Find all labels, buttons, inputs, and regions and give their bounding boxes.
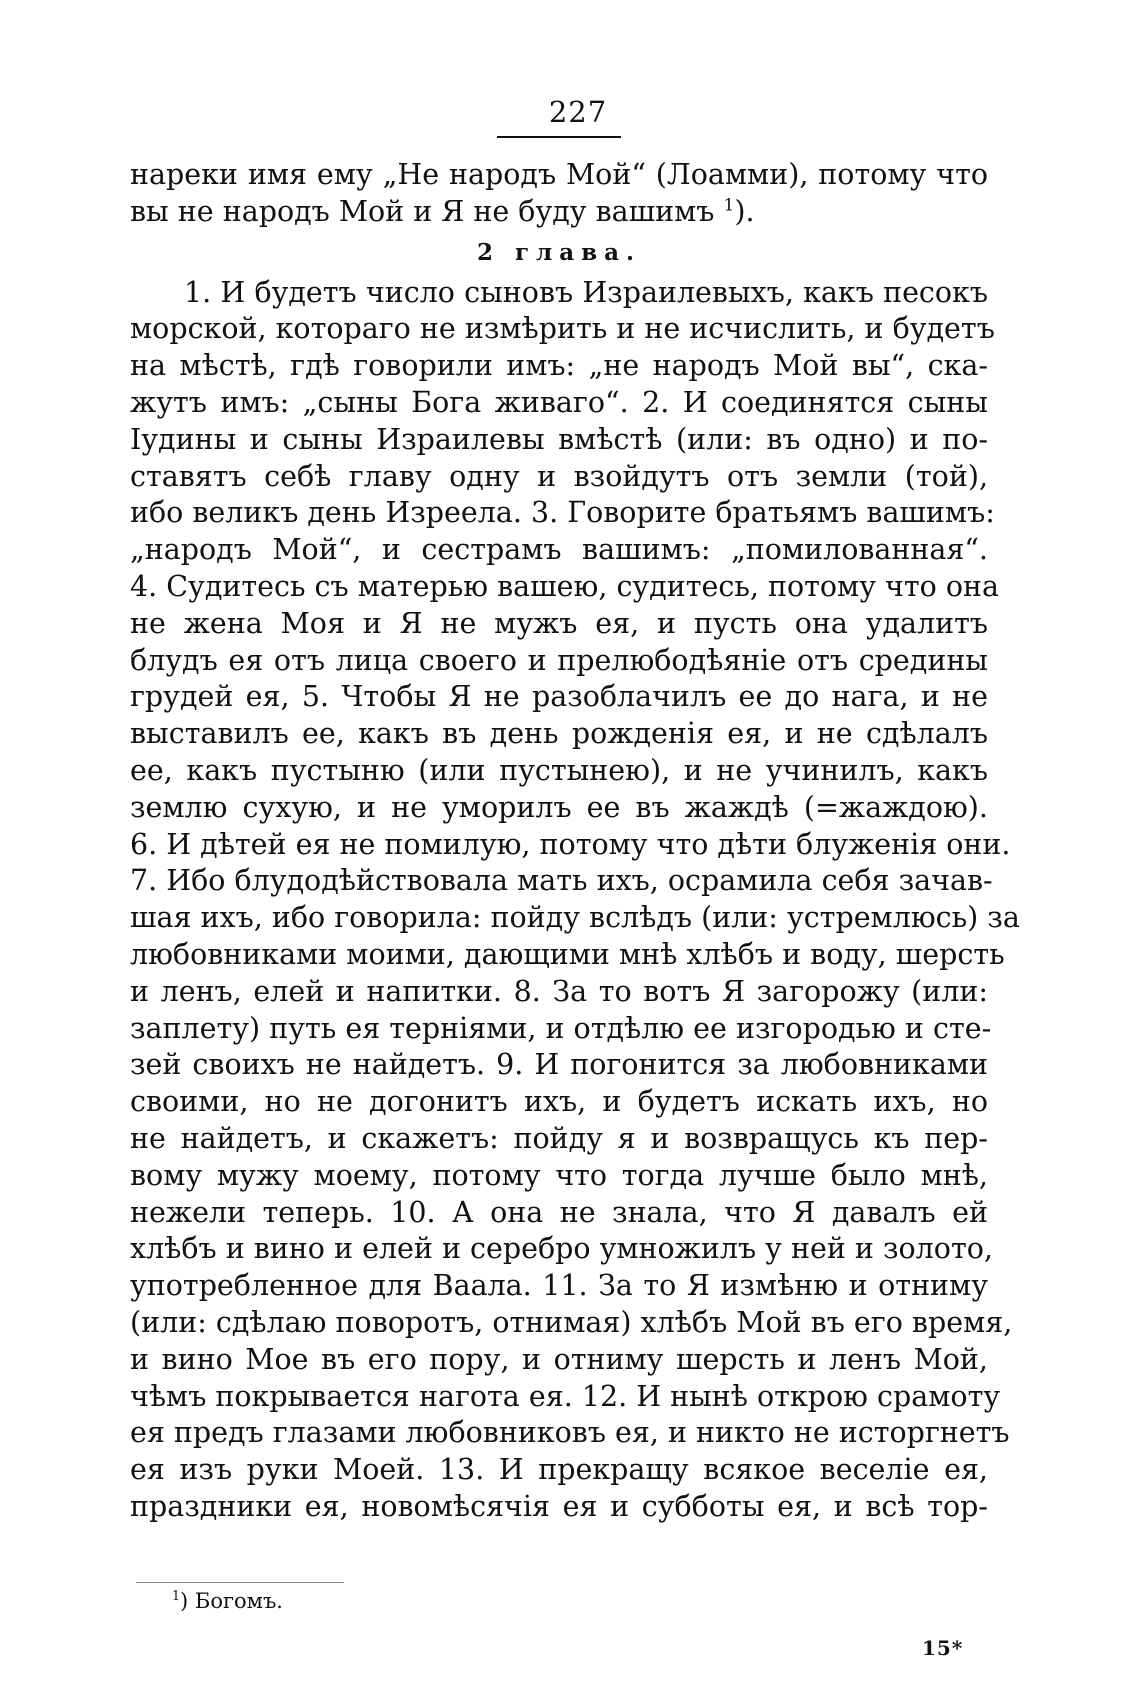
text-line-intro-2-end: ). [734,194,755,228]
footnote-rule [136,1582,344,1583]
text-line: на мѣстѣ, гдѣ говорили имъ: „не народъ Мой вы“, ска- [130,349,988,383]
chapter-heading: 2 глава. [476,238,642,266]
page-number: 227 [548,95,608,129]
text-line: 4. Судитесь съ матерью вашею, судитесь, потому что она [130,569,999,603]
text-line: (или: сдѣлаю поворотъ, отнимая) хлѣбъ Мой въ его время, [130,1305,1013,1339]
text-line: блудъ ея отъ лица своего и прелюбодѣяніе отъ средины [130,643,988,677]
text-line-intro-1: нареки имя ему „Не народъ Мой“ (Лоамми), потому что [130,158,988,191]
text-line: грудей ея, 5. Чтобы Я не разоблачилъ ее до нага, и не [130,680,988,714]
text-line: жутъ имъ: „сыны Бога живаго“. 2. И соединятся сыны [130,385,988,419]
text-line: „народъ Мой“, и сестрамъ вашимъ: „помилованная“. [130,533,988,567]
text-line: чѣмъ покрывается нагота ея. 12. И нынѣ открою срамоту [130,1379,1001,1413]
text-line: ее, какъ пустыню (или пустынею), и не учинилъ, какъ [130,753,988,787]
text-line: своими, но не догонитъ ихъ, и будетъ искать ихъ, но [130,1085,988,1119]
text-line: 1. И будетъ число сыновъ Израилевыхъ, какъ песокъ [184,275,988,309]
page-number-rule [497,136,621,138]
text-line: заплету) путь ея терніями, и отдѣлю ее изгородью и сте- [130,1011,992,1045]
text-line: Іудины и сыны Израилевы вмѣстѣ (или: въ одно) и по- [130,422,988,456]
text-line: ибо великъ день Изреела. 3. Говорите братьямъ вашимъ: [130,496,995,530]
text-line: не жена Моя и Я не мужъ ея, и пусть она удалитъ [130,606,988,640]
signature-mark: 15* [922,1636,964,1660]
text-line: ея предъ глазами любовниковъ ея, и никто не исторгнетъ [130,1416,1010,1450]
text-column [130,157,1020,1526]
text-line: шая ихъ, ибо говорила: пойду вслѣдъ (или: устремлюсь) за [130,901,1020,935]
text-line: не найдетъ, и скажетъ: пойду я и возвращусь къ пер- [130,1121,988,1155]
text-line: 7. Ибо блудодѣйствовала мать ихъ, осрамила себя зачав- [130,864,993,898]
text-line: 6. И дѣтей ея не помилую, потому что дѣти блуженія они. [130,827,1011,861]
text-line: ея изъ руки Моей. 13. И прекращу всякое веселіе ея, [130,1453,988,1487]
text-line: праздники ея, новомѣсячія ея и субботы ея, и всѣ тор- [130,1489,988,1523]
text-line: морской, котораго не измѣрить и не исчислить, и будетъ [130,312,995,346]
text-line: нежели теперь. 10. А она не знала, что Я давалъ ей [130,1195,988,1229]
footnote-text: ) Богомъ. [180,1589,283,1613]
text-line: выставилъ ее, какъ въ день рожденія ея, и не сдѣлалъ [130,717,988,751]
text-line: ставятъ себѣ главу одну и взойдутъ отъ земли (той), [130,459,988,493]
footnote [172,1586,283,1616]
text-line: употребленное для Ваала. 11. За то Я измѣню и отниму [130,1269,988,1303]
text-line: зей своихъ не найдетъ. 9. И погонится за любовниками [130,1048,988,1082]
text-line: хлѣбъ и вино и елей и серебро умножилъ у ней и золото, [130,1232,993,1266]
footnote-reference: 1 [723,195,735,216]
text-line: и ленъ, елей и напитки. 8. За то вотъ Я загорожу (или: [130,974,988,1008]
text-line-intro-2-text: вы не народъ Мой и Я не буду вашимъ [130,194,715,228]
text-line: землю сухую, и не уморилъ ее въ жаждѣ (=жаждою). [130,790,988,824]
text-line: и вино Мое въ его пору, и отниму шерсть и ленъ Мой, [130,1342,988,1376]
footnote-marker: 1 [172,1588,181,1603]
text-line-intro-2 [130,194,988,231]
text-line: любовниками моими, дающими мнѣ хлѣбъ и воду, шерсть [130,937,1005,971]
text-line: вому мужу моему, потому что тогда лучше было мнѣ, [130,1158,988,1192]
